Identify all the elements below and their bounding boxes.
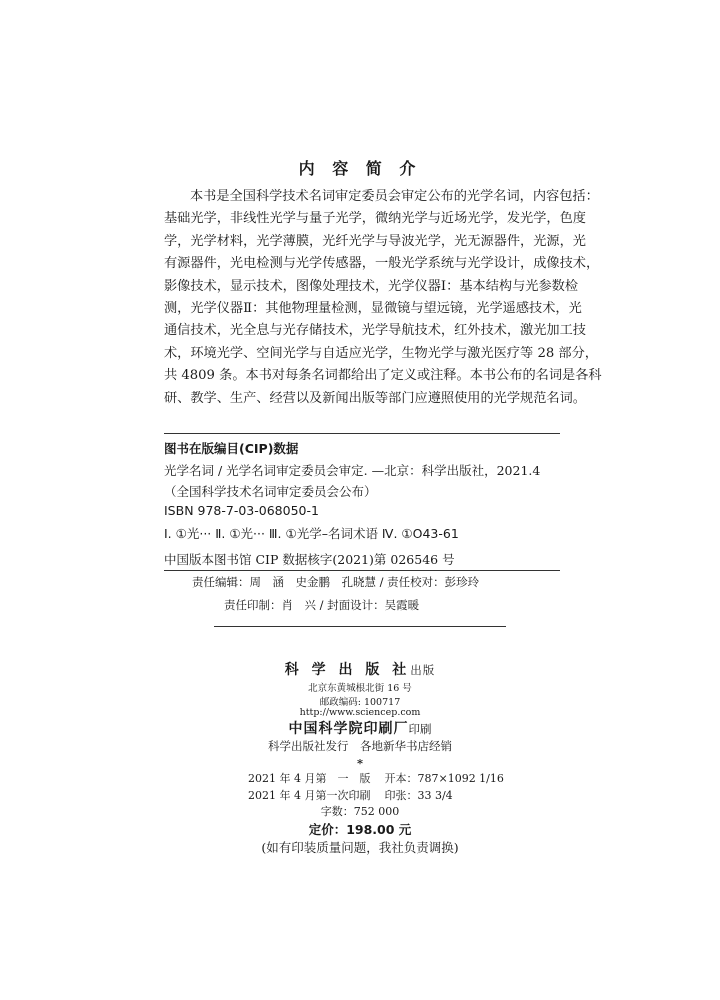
intro-line: 共 4809 条。本书对每条名词都给出了定义或注释。本书公布的名词是各科 [164,368,602,384]
cip-isbn: ISBN 978-7-03-068050-1 [164,503,319,518]
printer-suffix: 印刷 [408,722,432,736]
divider [164,570,560,571]
distribution-line: 科学出版社发行 各地新华书店经销 [268,739,452,753]
staff-printing-cover: 责任印制：肖 兴 / 封面设计：吴霞暖 [224,598,420,612]
publisher-website: http://www.sciencep.com [299,707,421,718]
printer-line [0,718,720,738]
intro-body [164,186,602,410]
cip-classification: Ⅰ. ①光··· Ⅱ. ①光··· Ⅲ. ①光学–名词术语 Ⅳ. ①O43-61 [164,526,459,541]
separator-star: * [356,756,363,770]
divider [164,433,560,434]
price: 定价：198.00 元 [308,822,412,837]
intro-line: 研、教学、生产、经营以及新闻出版等部门应遵照使用的光学规范名词。 [164,390,586,406]
publisher-name-line [0,659,720,679]
quality-notice: (如有印装质量问题，我社负责调换) [261,840,459,855]
word-count: 字数：752 000 [320,805,400,818]
divider [214,626,506,627]
intro-title: 内 容 简 介 [298,159,422,178]
cip-series-line: （全国科学技术名词审定委员会公布） [164,484,377,499]
printing-text: 2021 年 4 月第一次印刷 [248,789,371,802]
publisher-postcode: 邮政编码: 100717 [319,697,401,708]
staff-editors: 责任编辑：周 涵 史金鹏 孔晓慧 / 责任校对：彭珍玲 [192,575,480,589]
intro-line: 学，光学材料，光学薄膜，光纤光学与导波光学，光无源器件，光源，光 [164,233,586,249]
publisher-address: 北京东黄城根北街 16 号 [308,683,412,694]
cip-record-number: 中国版本图书馆 CIP 数据核字(2021)第 026546 号 [164,552,455,567]
intro-line: 本书是全国科学技术名词审定委员会审定公布的光学名词，内容包括： [190,189,599,204]
intro-line: 影像技术，显示技术，图像处理技术，光学仪器Ⅰ：基本结构与光参数检 [164,278,579,294]
printing-line [248,787,453,803]
intro-line: 测，光学仪器Ⅱ：其他物理量检测，显微镜与望远镜，光学遥感技术，光 [164,300,582,316]
publisher-suffix: 出版 [410,663,436,677]
intro-line: 通信技术，光全息与光存储技术，光学导航技术，红外技术，激光加工技 [164,323,586,339]
intro-line: 有源器件，光电检测与光学传感器，一般光学系统与光学设计，成像技术， [164,256,600,272]
edition-line [248,770,504,786]
format-text: 开本：787×1092 1/16 [384,772,504,785]
printer-name: 中国科学院印刷厂 [288,721,409,737]
sheets-text: 印张：33 3/4 [384,789,453,802]
cip-title-line: 光学名词 / 光学名词审定委员会审定. —北京：科学出版社，2021.4 [164,463,541,478]
cip-heading: 图书在版编目(CIP)数据 [164,441,299,456]
intro-line: 基础光学，非线性光学与量子光学，微纳光学与近场光学，发光学，色度 [164,211,586,227]
edition-text: 2021 年 4 月第 一 版 [248,772,371,785]
publisher-name: 科 学 出 版 社 [284,662,411,678]
intro-line: 术，环境光学、空间光学与自适应光学，生物光学与激光医疗等 28 部分， [164,345,598,361]
